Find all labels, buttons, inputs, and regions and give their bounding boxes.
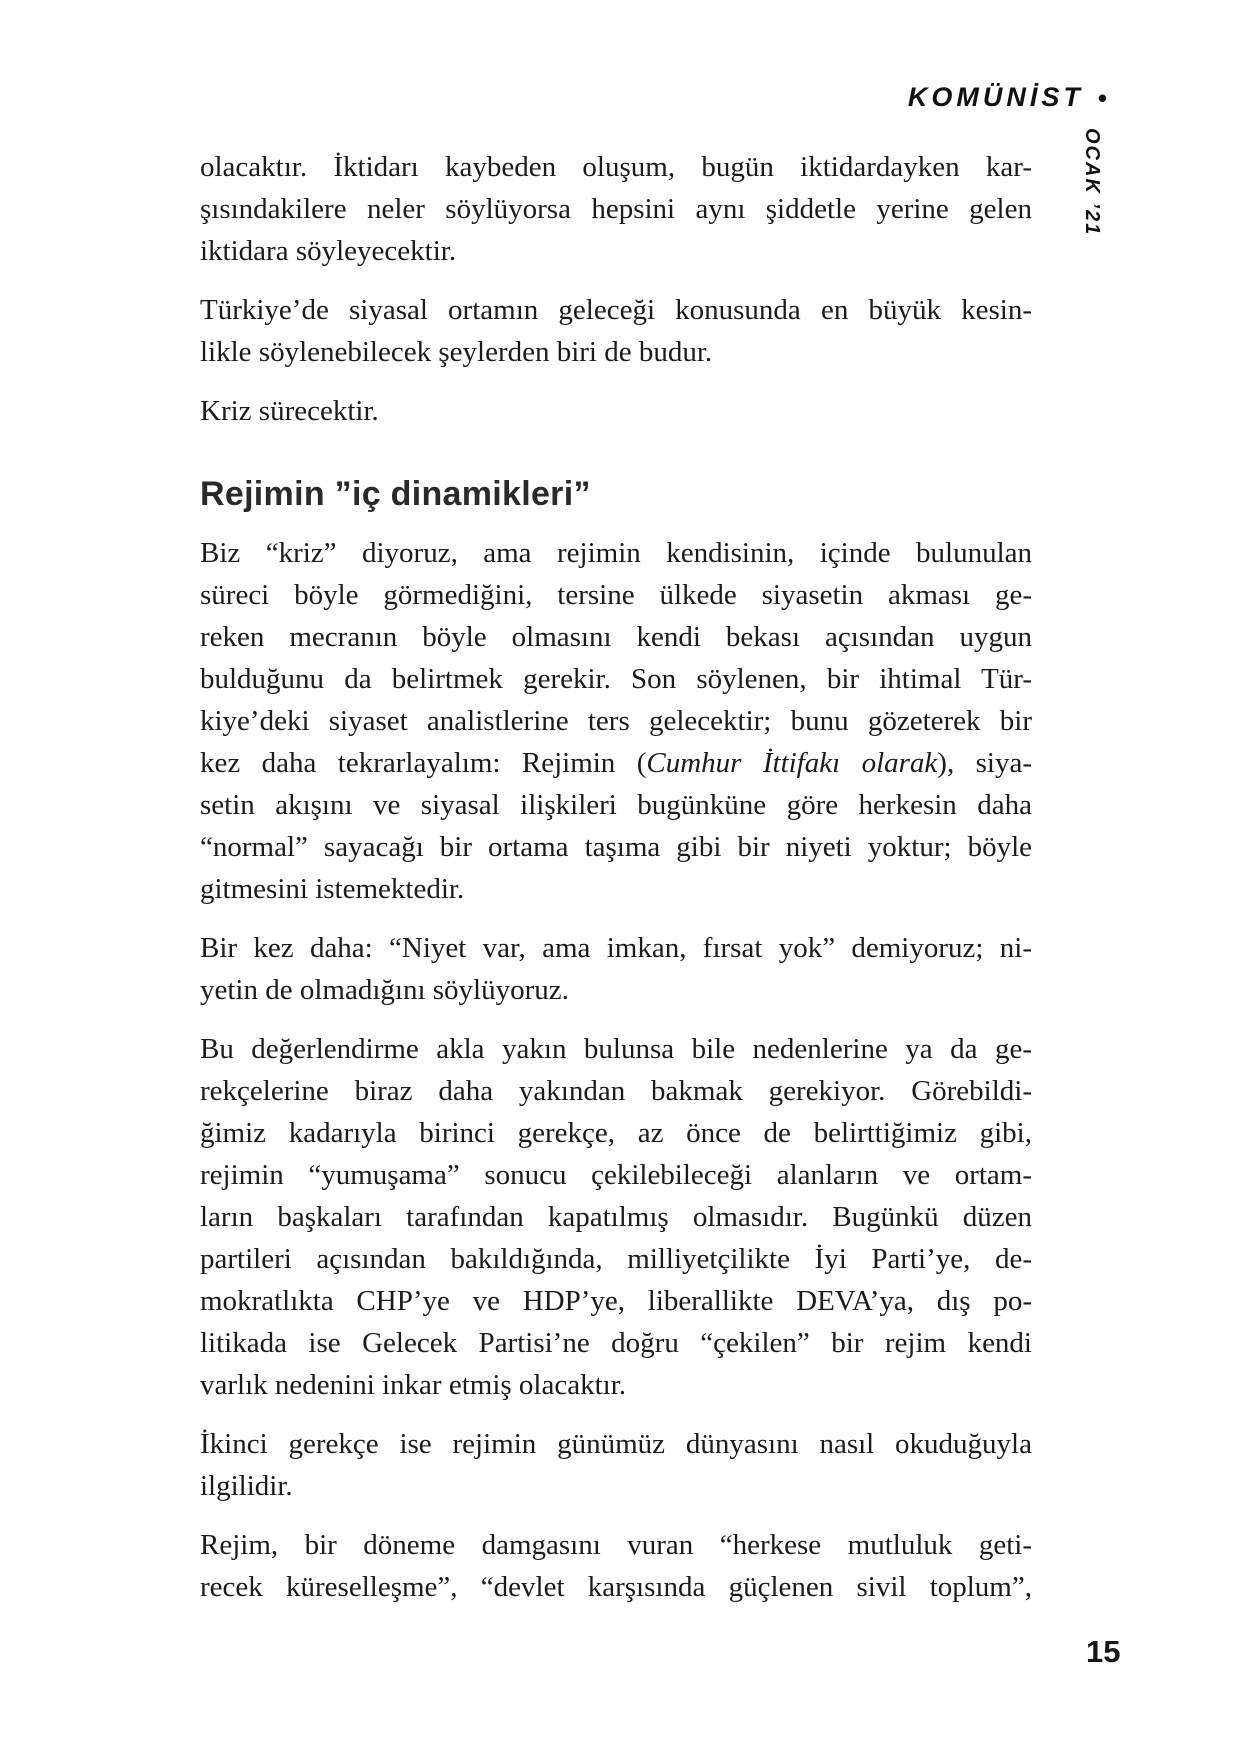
text-line: ların başkaları tarafından kapatılmış olmasıdır. Bugünkü düzen	[200, 1201, 1032, 1233]
paragraph	[200, 532, 1032, 910]
paragraph	[200, 1423, 1032, 1507]
text-line: Kriz sürecektir.	[200, 395, 379, 427]
text-line: reken mecranın böyle olmasını kendi bekası açısından uygun	[200, 621, 1032, 653]
text-line: şısındakilere neler söylüyorsa hepsini aynı şiddetle yerine gelen	[200, 193, 1032, 225]
text-line: bulduğunu da belirtmek gerekir. Son söylenen, bir ihtimal Tür-	[200, 663, 1032, 695]
text-segment: kez daha tekrarlayalım: Rejimin (	[200, 747, 647, 779]
text-line: Biz “kriz” diyoruz, ama rejimin kendisinin, içinde bulunulan	[200, 537, 1032, 569]
paragraph	[200, 390, 1032, 432]
paragraph	[200, 1524, 1032, 1608]
text-line: Rejim, bir döneme damgasını vuran “herkese mutluluk geti-	[200, 1529, 1032, 1561]
text-line: iktidara söyleyecektir.	[200, 235, 457, 267]
text-line: Bir kez daha: “Niyet var, ama imkan, fırsat yok” demiyoruz; ni-	[200, 932, 1032, 964]
section-heading: Rejimin ”iç dinamikleri”	[200, 475, 591, 513]
text-line-with-italic	[200, 742, 1032, 784]
text-line: recek küreselleşme”, “devlet karşısında güçlenen sivil toplum”,	[200, 1571, 1032, 1603]
paragraph	[200, 146, 1032, 272]
text-line: olacaktır. İktidarı kaybeden oluşum, bugün iktidardayken kar-	[200, 151, 1032, 183]
bullet-separator-icon: •	[1097, 82, 1107, 113]
text-line: ilgilidir.	[200, 1470, 293, 1502]
text-line: “normal” sayacağı bir ortama taşıma gibi bir niyeti yoktur; böyle	[200, 831, 1032, 863]
paragraph	[200, 927, 1032, 1011]
masthead	[908, 82, 1107, 113]
text-line: Türkiye’de siyasal ortamın geleceği konusunda en büyük kesin-	[200, 294, 1032, 326]
text-segment: ), siya-	[937, 747, 1032, 779]
page-number: 15	[1086, 1634, 1121, 1669]
text-line: varlık nedenini inkar etmiş olacaktır.	[200, 1369, 627, 1401]
magazine-title: KOMÜNİST	[907, 82, 1084, 112]
text-line: kiye’deki siyaset analistlerine ters gelecektir; bunu gözeterek bir	[200, 705, 1032, 737]
text-line: partileri açısından bakıldığında, milliyetçilikte İyi Parti’ye, de-	[200, 1243, 1032, 1275]
text-line: rejimin “yumuşama” sonucu çekilebileceği alanların ve ortam-	[200, 1159, 1032, 1191]
text-line: süreci böyle görmediğini, tersine ülkede siyasetin akması ge-	[200, 579, 1032, 611]
text-line: mokratlıkta CHP’ye ve HDP’ye, liberallikte DEVA’ya, dış po-	[200, 1285, 1032, 1317]
issue-date-vertical: OCAK ’21	[1081, 128, 1103, 237]
text-line: İkinci gerekçe ise rejimin günümüz dünyasını nasıl okuduğuyla	[200, 1428, 1032, 1460]
text-line: rekçelerine biraz daha yakından bakmak gerekiyor. Görebildi-	[200, 1075, 1032, 1107]
text-segment-italic: Cumhur İttifakı olarak	[646, 747, 938, 779]
text-line: Bu değerlendirme akla yakın bulunsa bile nedenlerine ya da ge-	[200, 1033, 1032, 1065]
text-line: gitmesini istemektedir.	[200, 873, 465, 905]
text-line: yetin de olmadığını söylüyoruz.	[200, 974, 569, 1006]
paragraph	[200, 289, 1032, 373]
text-line: likle söylenebilecek şeylerden biri de budur.	[200, 336, 713, 368]
paragraph	[200, 1028, 1032, 1406]
text-column	[200, 146, 1032, 1625]
text-line: setin akışını ve siyasal ilişkileri bugünküne göre herkesin daha	[200, 789, 1032, 821]
text-line: litikada ise Gelecek Partisi’ne doğru “çekilen” bir rejim kendi	[200, 1327, 1032, 1359]
text-line: ğimiz kadarıyla birinci gerekçe, az önce de belirttiğimiz gibi,	[200, 1117, 1032, 1149]
